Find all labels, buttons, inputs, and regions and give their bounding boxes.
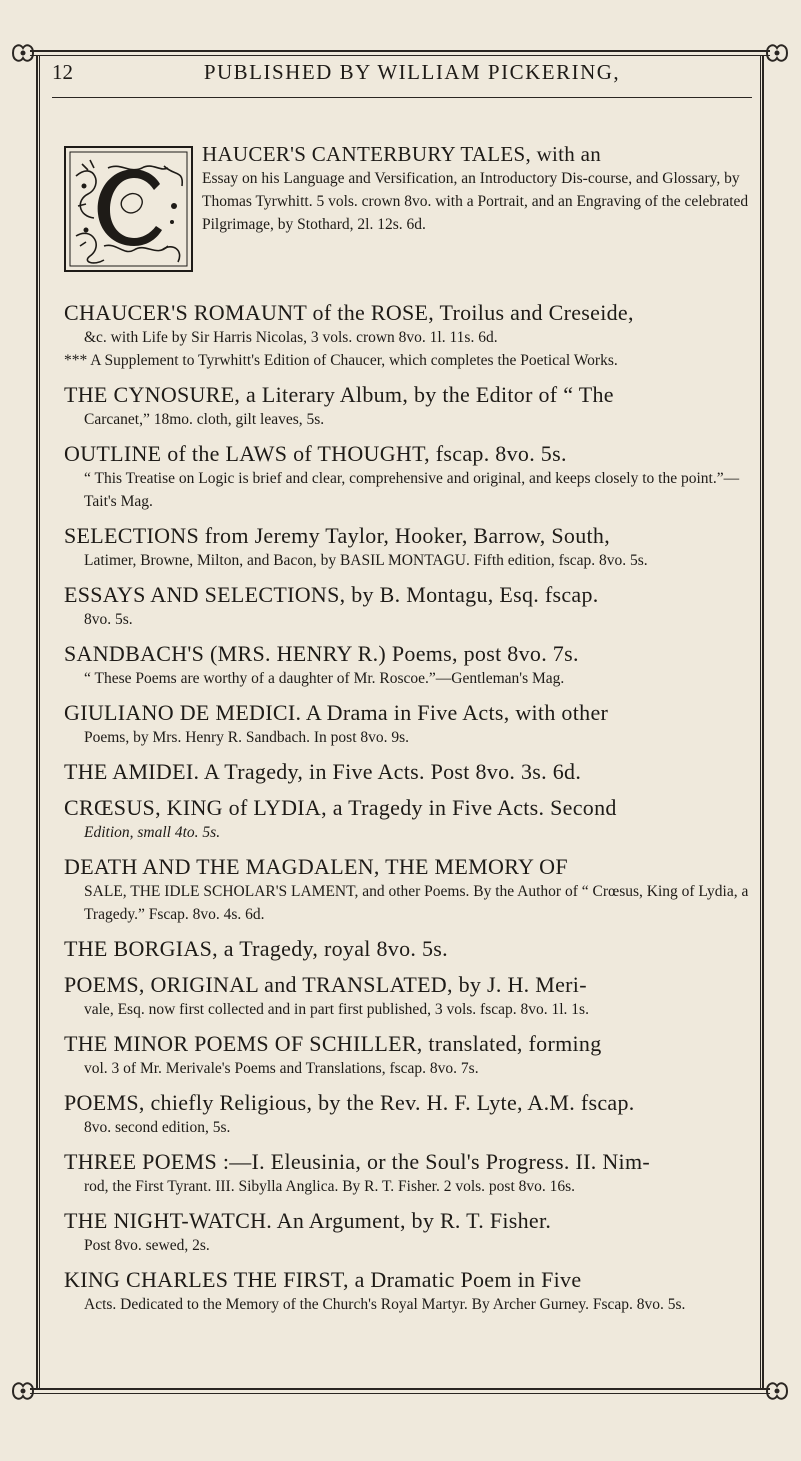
entry-description: &c. with Life by Sir Harris Nicolas, 3 vols. crown 8vo. 1l. 11s. 6d.	[84, 329, 498, 346]
catalogue-entry	[64, 699, 760, 749]
catalogue-entry	[64, 758, 760, 785]
entry-title: THE BORGIAS, a Tragedy, royal 8vo. 5s.	[64, 936, 448, 961]
catalogue-entry	[64, 1207, 760, 1257]
catalogue-entry	[64, 522, 760, 572]
entry-description: SALE, THE IDLE SCHOLAR'S LAMENT, and other Poems. By the Author of “ Crœsus, King of Lydia, a Tragedy.” Fscap. 8vo. 4s. 6d.	[84, 883, 749, 923]
catalogue-entry	[64, 640, 760, 690]
entry-title: SELECTIONS from Jeremy Taylor, Hooker, Barrow, South,	[64, 523, 611, 548]
running-head: PUBLISHED BY WILLIAM PICKERING,	[203, 60, 621, 84]
entry-note: *** A Supplement to Tyrwhitt's Edition of Chaucer, which completes the Poetical Works.	[64, 352, 618, 369]
catalogue-entry	[64, 935, 760, 962]
entry-description: “ This Treatise on Logic is brief and clear, comprehensive and original, and keeps closely to the point.”—Tait's Mag.	[84, 470, 740, 510]
catalogue-entry	[64, 1030, 760, 1080]
entry-description: rod, the First Tyrant. III. Sibylla Anglica. By R. T. Fisher. 2 vols. post 8vo. 16s.	[84, 1178, 576, 1195]
entry-title: CRŒSUS, KING of LYDIA, a Tragedy in Five Acts. Second	[64, 795, 617, 820]
header-rule	[52, 97, 752, 98]
entry-title: THE CYNOSURE, a Literary Album, by the Editor of “ The	[64, 382, 614, 407]
catalogue-entry	[64, 1089, 760, 1139]
corner-ornament-icon	[764, 1378, 790, 1404]
entry-title: OUTLINE of the LAWS of THOUGHT, fscap. 8vo. 5s.	[64, 441, 567, 466]
catalogue-entry	[64, 971, 760, 1021]
catalogue-entry	[64, 853, 760, 926]
catalogue-entry	[64, 794, 760, 844]
entry-description: Carcanet,” 18mo. cloth, gilt leaves, 5s.	[84, 411, 325, 428]
catalogue-list	[64, 141, 760, 1325]
entry-title: SANDBACH'S (MRS. HENRY R.) Poems, post 8vo. 7s.	[64, 641, 579, 666]
entry-title: THE NIGHT-WATCH. An Argument, by R. T. Fisher.	[64, 1208, 552, 1233]
entry-description: 8vo. 5s.	[84, 611, 133, 628]
entry-title: THREE POEMS :—I. Eleusinia, or the Soul's Progress. II. Nim-	[64, 1149, 650, 1174]
bottom-border-rule	[30, 1388, 770, 1394]
entry-description: Acts. Dedicated to the Memory of the Church's Royal Martyr. By Archer Gurney. Fscap. 8vo. 5s.	[84, 1296, 686, 1313]
catalogue-entry	[64, 1148, 760, 1198]
entry-title: THE AMIDEI. A Tragedy, in Five Acts. Post 8vo. 3s. 6d.	[64, 759, 582, 784]
page-number: 12	[52, 60, 73, 84]
corner-ornament-icon	[10, 1378, 36, 1404]
catalogue-entry	[64, 141, 760, 299]
entry-title: POEMS, ORIGINAL and TRANSLATED, by J. H. Meri-	[64, 972, 587, 997]
catalogue-entry	[64, 440, 760, 513]
entry-description: Essay on his Language and Versification, an Introductory Dis-course, and Glossary, by Thomas Tyrwhitt. 5 vols. crown 8vo. with a Portrait, and an Engraving of the celebrated Pilgrimage, by Stothard, 2l. 12s. 6d.	[202, 170, 749, 233]
entry-title: CHAUCER'S ROMAUNT of the ROSE, Troilus and Creseide,	[64, 300, 634, 325]
entry-description: vol. 3 of Mr. Merivale's Poems and Translations, fscap. 8vo. 7s.	[84, 1060, 479, 1077]
entry-title: DEATH AND THE MAGDALEN, THE MEMORY OF	[64, 854, 568, 879]
corner-ornament-icon	[764, 40, 790, 66]
entry-description: Poems, by Mrs. Henry R. Sandbach. In post 8vo. 9s.	[84, 729, 410, 746]
ornamental-initial-C-icon	[64, 146, 193, 272]
catalogue-entry	[64, 381, 760, 431]
corner-ornament-icon	[10, 40, 36, 66]
entry-description: Post 8vo. sewed, 2s.	[84, 1237, 210, 1254]
catalogue-entry	[64, 1266, 760, 1316]
catalogue-entry	[64, 299, 760, 372]
catalogue-entry	[64, 581, 760, 631]
entry-title: KING CHARLES THE FIRST, a Dramatic Poem in Five	[64, 1267, 582, 1292]
top-border-rule	[30, 50, 770, 56]
entry-description: Edition, small 4to. 5s.	[84, 824, 221, 841]
entry-description: Latimer, Browne, Milton, and Bacon, by BASIL MONTAGU. Fifth edition, fscap. 8vo. 5s.	[84, 552, 648, 569]
entry-description: “ These Poems are worthy of a daughter of Mr. Roscoe.”—Gentleman's Mag.	[84, 670, 565, 687]
entry-title: POEMS, chiefly Religious, by the Rev. H. F. Lyte, A.M. fscap.	[64, 1090, 635, 1115]
entry-title: HAUCER'S CANTERBURY TALES, with an	[202, 142, 602, 166]
left-border-rule	[36, 56, 40, 1388]
entry-description: vale, Esq. now first collected and in part first published, 3 vols. fscap. 8vo. 1l. 1s.	[84, 1001, 589, 1018]
entry-title: GIULIANO DE MEDICI. A Drama in Five Acts, with other	[64, 700, 609, 725]
entry-description: 8vo. second edition, 5s.	[84, 1119, 231, 1136]
right-border-rule	[760, 56, 764, 1388]
entry-title: THE MINOR POEMS OF SCHILLER, translated, forming	[64, 1031, 602, 1056]
entry-title: ESSAYS AND SELECTIONS, by B. Montagu, Esq. fscap.	[64, 582, 599, 607]
page-header	[52, 60, 752, 94]
